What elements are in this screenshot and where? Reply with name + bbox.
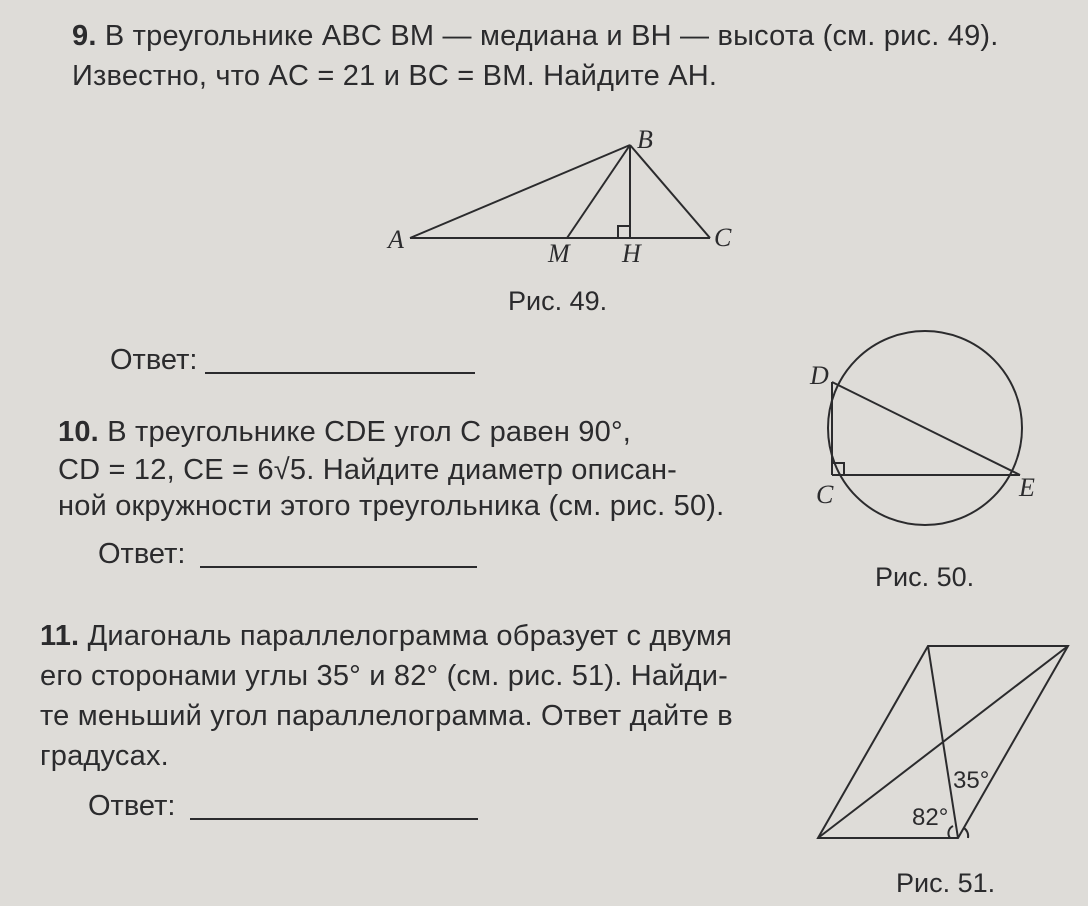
problem-11-number: 11. [40,620,80,652]
problem-11-line-2: его сторонами углы 35° и 82° (см. рис. 51). Найди- [40,660,729,692]
problem-9-text-1: В треугольнике ABC BM — медиана и BH — высота (см. рис. 49). [104,20,999,52]
label-e: E [1019,473,1035,502]
angle-label-35: 35° [953,767,990,794]
figure-51-caption: Рис. 51. [896,868,996,898]
problem-11-text-1: Диагональ параллелограмма образует с двумя [87,620,733,652]
segment-ab [410,145,630,238]
angle-label-82: 82° [912,804,949,831]
figure-49-caption: Рис. 49. [508,286,608,316]
label-h: H [622,239,641,268]
problem-11-answer-label: Ответ: [88,790,176,822]
problem-11-line-3: те меньший угол параллелограмма. Ответ дайте в [40,700,733,732]
segment-de [832,382,1020,475]
label-c50: C [816,480,834,509]
figure-49 [410,145,710,238]
problem-9-number: 9. [72,20,97,52]
right-angle-mark-h [618,226,630,238]
figure-50 [828,331,1022,525]
figure-50-caption: Рис. 50. [875,562,975,592]
angle-arc-35 [964,828,968,838]
problem-10-line-3: ной окружности этого треугольника (см. рис. 50). [58,490,725,522]
label-m: M [548,239,570,268]
segment-bc [630,145,710,238]
label-c: C [714,223,732,252]
label-b: B [637,125,653,154]
problem-9-line-2: Известно, что AC = 21 и BC = BM. Найдите AH. [72,60,718,92]
problem-10-line-2: CD = 12, CE = 6√5. Найдите диаметр описан- [58,454,678,486]
problem-10-answer-label: Ответ: [98,538,186,570]
problem-10-text-1: В треугольнике CDE угол C равен 90°, [107,416,632,448]
label-d: D [810,361,829,390]
problem-11-line-4: градусах. [40,740,169,772]
problem-9-answer-label: Ответ: [110,344,198,376]
label-a: A [388,225,404,254]
angle-arc-82 [948,826,953,838]
problem-10-number: 10. [58,416,99,448]
